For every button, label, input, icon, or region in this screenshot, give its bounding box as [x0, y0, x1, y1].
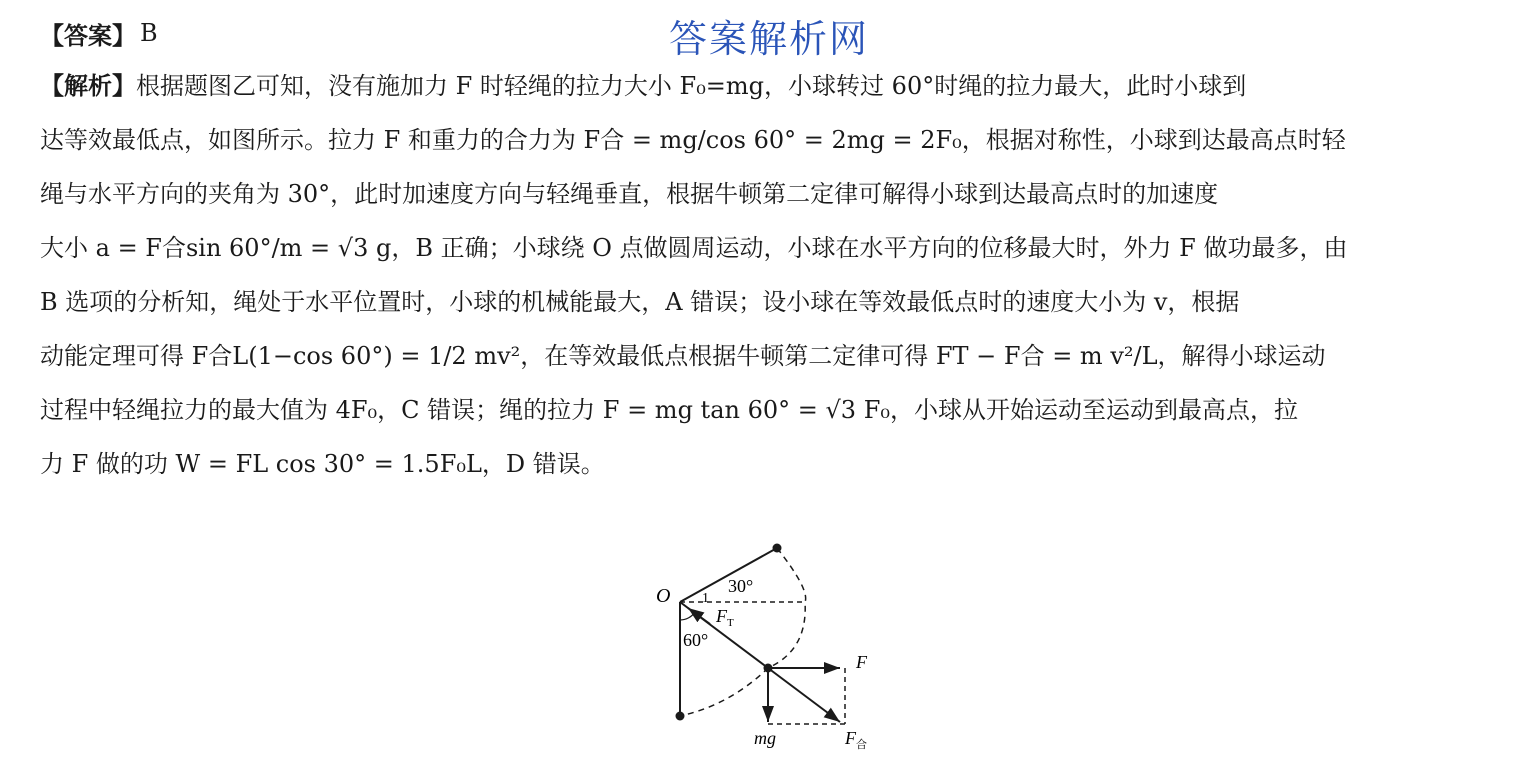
svg-text:F: F: [845, 728, 856, 748]
analysis-text-1: 根据题图乙可知，没有施加力 F 时轻绳的拉力大小 F₀=mg，小球转过 60°时绳的拉力最大，此时小球到: [136, 71, 1247, 100]
label-angle-60: 60°: [683, 630, 709, 650]
analysis-text-2: 达等效最低点，如图所示。拉力 F 和重力的合力为 F合 = mg/cos 60° = 2mg = 2F₀，根据对称性，小球到达最高点时轻: [40, 125, 1346, 154]
svg-text:合: 合: [856, 739, 867, 751]
analysis-text-8: 力 F 做的功 W = FL cos 30° = 1.5F₀L，D 错误。: [40, 449, 605, 478]
analysis-text-7: 过程中轻绳拉力的最大值为 4F₀，C 错误；绳的拉力 F = mg tan 60° = √3 F₀，小球从开始运动至运动到最高点，拉: [40, 395, 1298, 424]
analysis-line-7: [40, 380, 1500, 434]
analysis-text-4: 大小 a = F合sin 60°/m = √3 g，B 正确；小球绕 O 点做圆周运动，小球在水平方向的位移最大时，外力 F 做功最多，由: [40, 233, 1348, 262]
label-1: 1: [702, 591, 709, 606]
watermark-text: 答案解析网: [669, 17, 870, 61]
analysis-line-1: [40, 56, 1500, 110]
answer-label: 【答案】: [40, 21, 136, 50]
label-mg: mg: [754, 728, 776, 748]
label-F: F: [856, 652, 867, 672]
angle-60-arc: [680, 612, 695, 620]
label-FT: [715, 606, 734, 629]
label-F-he: [844, 728, 867, 751]
analysis-line-4: [40, 218, 1500, 272]
svg-text:F: F: [716, 606, 727, 626]
solution-content: [40, 10, 1500, 488]
analysis-text-6: 动能定理可得 F合L(1−cos 60°) = 1/2 mv²，在等效最低点根据牛顿第二定律可得 FT − F合 = m v²/L，解得小球运动: [40, 341, 1326, 370]
analysis-line-6: [40, 326, 1500, 380]
analysis-text-5: B 选项的分析知，绳处于水平位置时，小球的机械能最大，A 错误；设小球在等效最低点时的速度大小为 v，根据: [40, 287, 1240, 316]
svg-text:T: T: [727, 617, 734, 629]
answer-line: [40, 10, 1500, 56]
force-diagram: [640, 540, 900, 755]
analysis-line-3: [40, 164, 1500, 218]
label-O: O: [656, 585, 671, 607]
analysis-text-3: 绳与水平方向的夹角为 30°，此时加速度方向与轻绳垂直，根据牛顿第二定律可解得小球到达最高点时的加速度: [40, 179, 1219, 208]
analysis-line-2: [40, 110, 1500, 164]
answer-value: B: [140, 19, 158, 47]
resultant-arrow: [768, 668, 840, 722]
label-angle-30: 30°: [728, 576, 754, 596]
analysis-label: 【解析】: [40, 71, 136, 100]
analysis-line-5: [40, 272, 1500, 326]
analysis-line-8: [40, 434, 1500, 488]
